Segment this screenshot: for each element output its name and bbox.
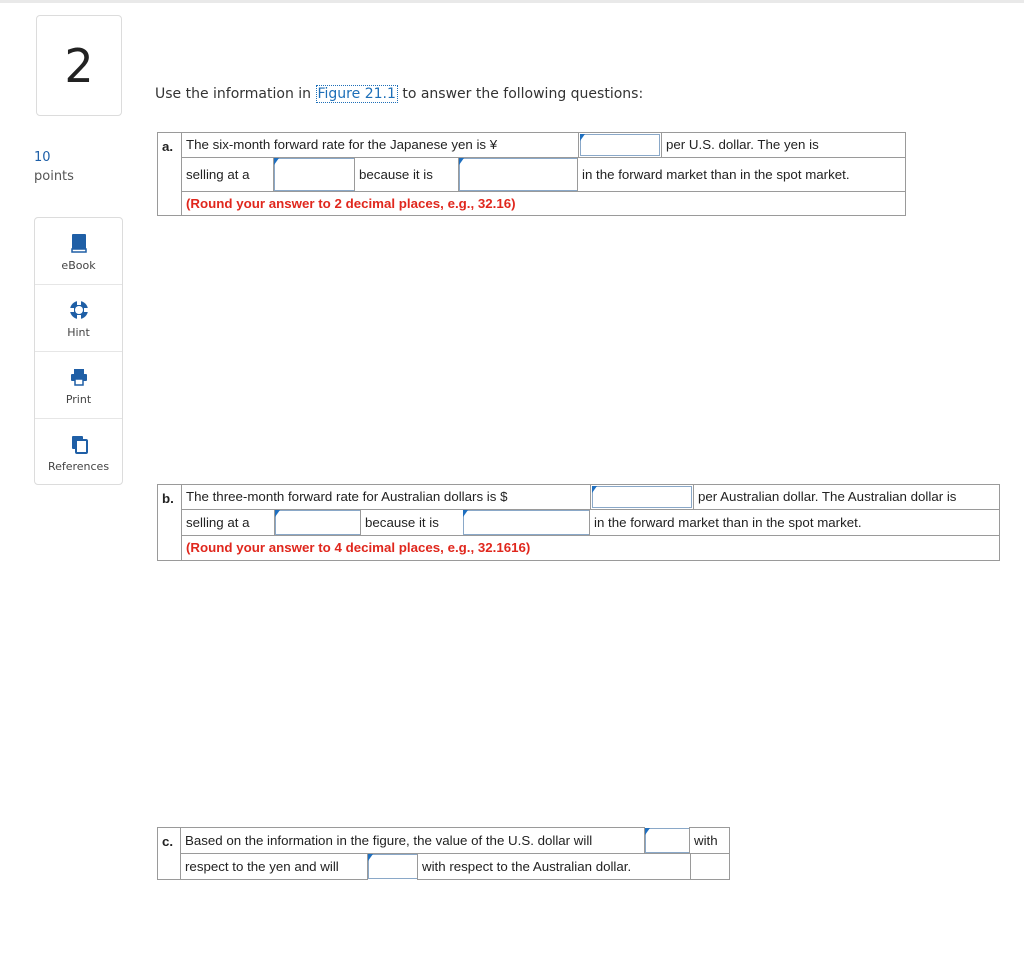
points-label: points — [34, 169, 74, 184]
part-a-line1-text: The six-month forward rate for the Japanese yen is ¥ — [181, 132, 579, 158]
part-a-line2-start: selling at a — [181, 157, 274, 192]
top-divider — [0, 0, 1024, 3]
part-c-line2-start: respect to the yen and will — [180, 853, 368, 880]
ebook-label: eBook — [61, 259, 96, 272]
part-a-rate-input[interactable] — [580, 134, 660, 156]
part-c-empty-cell — [690, 853, 730, 880]
prompt-text-before: Use the information in — [155, 86, 316, 102]
question-number: 2 — [36, 15, 122, 116]
part-b-line2-end: in the forward market than in the spot market. — [589, 509, 1000, 536]
question-prompt — [155, 86, 643, 102]
part-b-letter: b. — [157, 484, 182, 561]
part-a-premium-discount-select[interactable] — [274, 158, 355, 191]
printer-icon — [68, 366, 90, 388]
figure-link[interactable]: Figure 21.1 — [317, 86, 396, 102]
part-b-rounding-note: (Round your answer to 4 decimal places, e.g., 32.1616) — [181, 535, 1000, 561]
part-b-premium-discount-select[interactable] — [275, 510, 361, 535]
part-b-value-select[interactable] — [463, 510, 590, 535]
part-a-rounding-note: (Round your answer to 2 decimal places, e.g., 32.16) — [181, 191, 906, 216]
references-button[interactable] — [35, 419, 122, 486]
book-icon — [68, 232, 90, 254]
part-c-aud-direction-select[interactable] — [368, 854, 418, 879]
part-b-line1-after: per Australian dollar. The Australian dollar is — [693, 484, 1000, 510]
part-a-letter: a. — [157, 132, 182, 216]
part-c-line2-end: with respect to the Australian dollar. — [417, 853, 691, 880]
references-label: References — [47, 460, 110, 473]
part-b-rate-cell — [590, 484, 694, 510]
copy-icon — [68, 433, 90, 455]
hint-label: Hint — [67, 326, 90, 339]
print-button[interactable] — [35, 352, 122, 419]
part-a-line1-after: per U.S. dollar. The yen is — [661, 132, 906, 158]
part-c-line1-text: Based on the information in the figure, the value of the U.S. dollar will — [180, 827, 645, 854]
points-value: 10 — [34, 150, 51, 165]
part-b-line2-start: selling at a — [181, 509, 275, 536]
hint-button[interactable] — [35, 285, 122, 352]
part-a-line2-end: in the forward market than in the spot market. — [577, 157, 906, 192]
part-a-rate-cell — [578, 132, 662, 158]
part-b-line2-mid: because it is — [360, 509, 464, 536]
part-b-line1-text: The three-month forward rate for Australian dollars is $ — [181, 484, 591, 510]
part-c-letter: c. — [157, 827, 181, 880]
tools-panel — [34, 217, 123, 485]
lifebuoy-icon — [68, 299, 90, 321]
part-c-line1-after: with — [689, 827, 730, 854]
points-info — [34, 148, 74, 186]
prompt-text-after: to answer the following questions: — [397, 86, 644, 102]
part-c-yen-direction-select[interactable] — [645, 828, 690, 853]
part-b-rate-input[interactable] — [592, 486, 692, 508]
print-label: Print — [65, 393, 92, 406]
ebook-button[interactable] — [35, 218, 122, 285]
part-a-value-select[interactable] — [459, 158, 578, 191]
part-a-line2-mid: because it is — [354, 157, 459, 192]
